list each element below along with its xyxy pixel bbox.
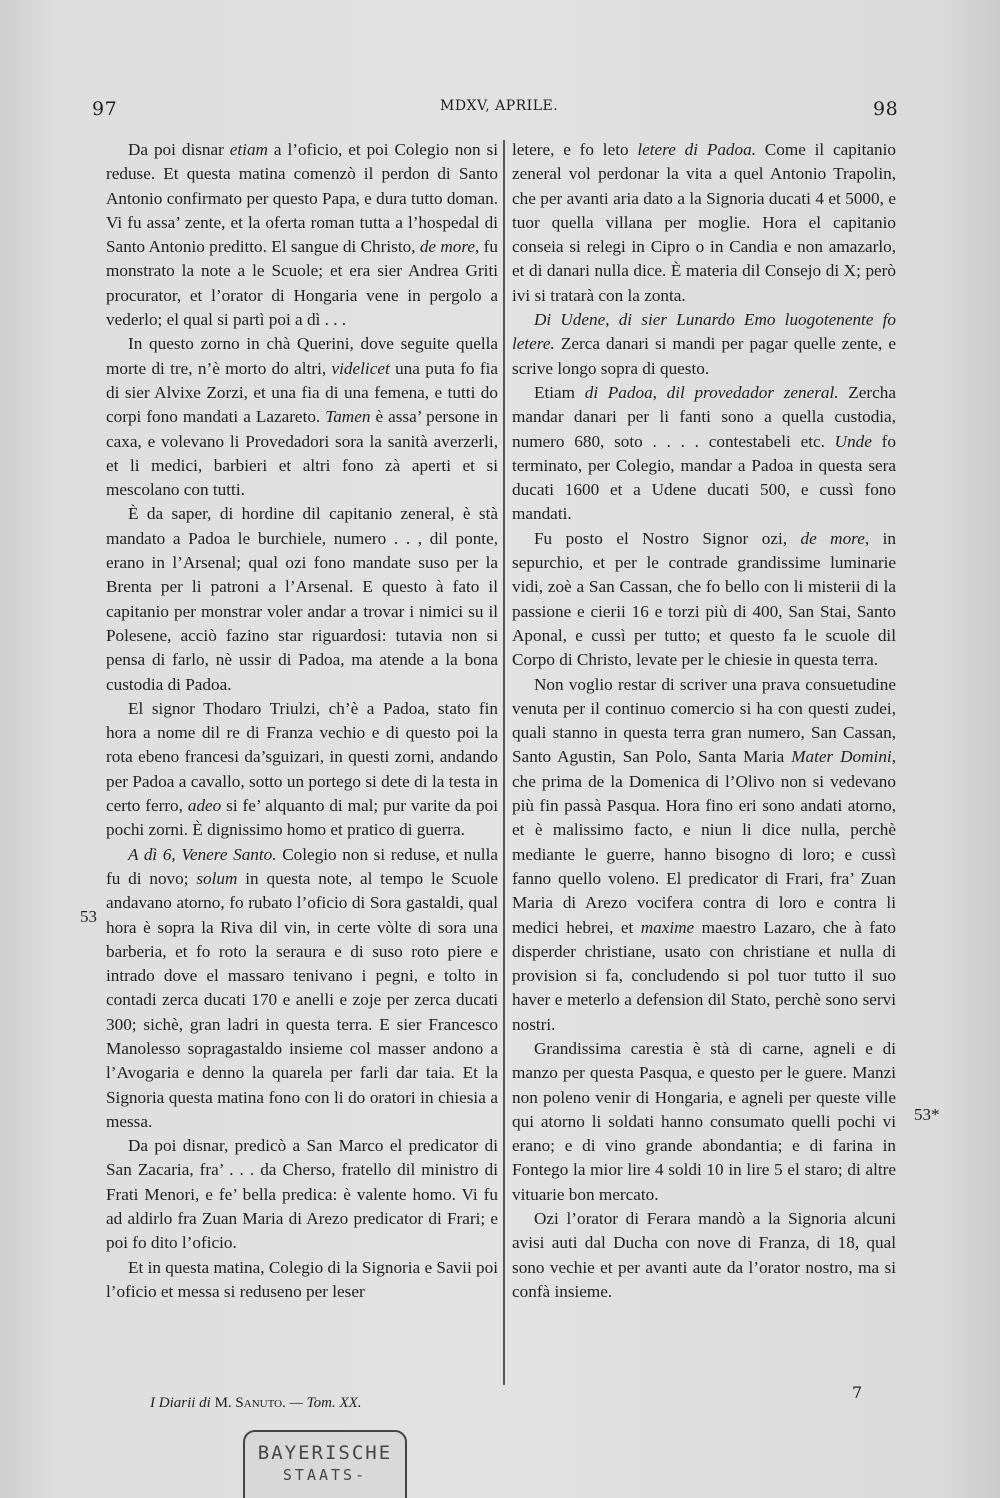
footer-title xyxy=(150,1395,362,1412)
margin-number-left: 53 xyxy=(80,907,97,926)
margin-number-right: 53* xyxy=(914,1105,940,1124)
paragraph: Et in questa matina, Colegio di la Signoria e Savii poi l’oficio et messa si reduseno per leser xyxy=(106,1257,498,1301)
footer-prefix: I Diarii di xyxy=(150,1395,211,1411)
paragraph: Etiam di Padoa, dil provedador zeneral. Zercha mandar danari per li fanti sono a quella custodia, numero 680, soto . . . . contestabeli etc. Unde fo terminato, per Colegio, mandar a Padoa in questa sera ducati 1600 et a Udene ducati 500, e cussì fono mandati. xyxy=(512,382,896,524)
paragraph: letere, e fo leto letere di Padoa. Come il capitanio zeneral vol perdonar la vita a quel Antonio Trapolin, che per avanti aria dato a la Signoria ducati 4 et 5000, e tuor quella villana per moglie. Hora el capitanio conseia si relegi in Cipro o in Candia e non amazarlo, et di danari nulla dice. È materia dil Consejo di X; però ivi si tratarà con la zonta. xyxy=(512,140,896,305)
signature-mark: 7 xyxy=(852,1383,863,1402)
right-column xyxy=(512,138,896,1304)
paragraph: Non voglio restar di scriver una prava consuetudine venuta per il continuo comercio si ha con questi zudei, quali stanno in questa terra gran numero, San Cassan, Santo Agustin, San Polo, Santa Maria Mater Domini, che prima de la Domenica di l’Olivo non si vedevano più fin passà Pasqua. Hora fino eri sono andati atorno, et è malissimo facto, e niun li dice nulla, perchè mediante le guerre, hanno bisogno di loro; e cussì fanno quello voleno. El predicator di Frari, fra’ Zuan Maria di Arezo vocifera contra di loro e contra li medici hebrei, et maxime maestro Lazaro, che à fato disperder christiane, usato con christiane et nulla di provision si fa, concludendo si pol tuor tutto il suo haver e meterlo a defension dil Stato, perchè sono servi nostri. xyxy=(512,674,896,1034)
running-header: MDXV, APRILE. xyxy=(440,98,559,114)
paragraph: El signor Thodaro Triulzi, ch’è a Padoa, stato fin hora a nome dil re di Franza vechio e di questo poi la rota ebeno francesi da’sguizari, in questi zorni, andando per Padoa a cavallo, sotto un portego si dete di la testa in certo ferro, adeo si fe’ alquanto di mal; pur varite da poi pochi zorni. È dignissimo homo et pratico di guerra. xyxy=(106,698,498,840)
library-stamp xyxy=(243,1430,407,1498)
column-rule xyxy=(503,140,505,1385)
footer-suffix: — Tom. XX. xyxy=(289,1395,362,1411)
paragraph: Di Udene, di sier Lunardo Emo luogotenente fo letere. Zerca danari si mandi per pagar quelle zente, e scrive longo sopra di questo. xyxy=(512,310,896,378)
paragraph: In questo zorno in chà Querini, dove seguite quella morte di tre, n’è morto do altri, videlicet una puta fo fia di sier Alvixe Zorzi, et una fia di una femena, e tutti do corpi fono mandati a Lazareto. Tamen è assa’ persone in caxa, e volevano li Provedadori sora la sanità averzerli, et li medici, barbieri et altri fono zà aperti et si mescolano con tutti. xyxy=(106,334,498,500)
paragraph: Fu posto el Nostro Signor ozi, de more, in sepurchio, et per le contrade grandissime luminarie vidi, zoè a San Cassan, che fo bello con li misterii di la passione e cierii 16 e torzi più di 400, San Stai, Santo Aponal, e cussì per tutto; et questo fa le scuole dil Corpo di Christo, levate per le chiesie in questa terra. xyxy=(512,528,896,670)
paragraph: A dì 6, Venere Santo. Colegio non si reduse, et nulla fu di novo; solum in questa note, al tempo le Scuole andavano atorno, fo rubato l’oficio di Sora gastaldi, qual hora è sopra la Riva dil vin, in certe vòlte di sora una barberia, et fo roto la seraura e di suso roto piere e intrado dove el massaro tenivano i pegni, e tolto in contadi zerca ducati 170 e anelli e zoje per zerca ducati 300; sichè, gran ladri in questa terra. E sier Francesco Manolesso sopragastaldo insieme col masser andono a l’Avogaria e denno la quarela per farli dar taia. Et la Signoria questa matina fono con li do oratori in chiesia a messa. xyxy=(106,844,499,1131)
page-number-right: 98 xyxy=(873,98,899,120)
stamp-line-1: BAYERISCHE xyxy=(257,1442,393,1464)
page-number-left: 97 xyxy=(92,98,118,120)
paragraph: Da poi disnar, predicò a San Marco el predicator di San Zacaria, fra’ . . . da Cherso, fratello dil ministro di Frati Menori, e fe’ bella predica: è valente homo. Vi fu ad aldirlo fra Zuan Maria di Arezo predicator di Frari; e poi fo dito l’oficio. xyxy=(106,1136,498,1253)
stamp-line-2: STAATS- xyxy=(282,1466,368,1484)
paragraph: È da saper, di hordine dil capitanio zeneral, è stà mandato a Padoa le burchiele, numero . . , dil ponte, erano in l’Arsenal; qual ozi fono mandate suso per la Brenta per li patroni a l’Arsenal. E questo à fato il capitanio per monstrar voler andar a trovar i nimici su il Polesene, acciò fazino star riguardosi: tutavia non si pensa di farlo, nè ussir di Padoa, ma atende a la bona custodia di Padoa. xyxy=(106,504,498,694)
paragraph: Grandissima carestia è stà di carne, agneli e di manzo per questa Pasqua, e questo per le guere. Manzi non poleno venir di Hongaria, e agneli per queste ville qui atorno li soldati hanno consumato quelli pochi vi erano; e di vino grande abondantia; e di farina in Fontego la mior lire 4 soldi 10 in lire 5 el staro; di altre vituarie bon mercato. xyxy=(512,1038,896,1204)
paragraph: Da poi disnar etiam a l’oficio, et poi Colegio non si reduse. Et questa matina comenzò il perdon di Santo Antonio confirmato per questo Papa, e dura tutto doman. Vi fu assa’ zente, et la oferta roman tutta a l’hospedal di Santo Antonio preditto. El sangue di Christo, de more, fu monstrato la note a le Scuole; et era sier Andrea Griti procurator, et l’orator di Hongaria vene in pergolo a vederlo; el qual si partì poi a dì . . . xyxy=(106,140,498,330)
left-column xyxy=(106,138,498,1304)
footer-author: M. Sanuto. xyxy=(214,1395,286,1411)
paragraph: Ozi l’orator di Ferara mandò a la Signoria alcuni avisi auti dal Ducha con nove di Franza, di 18, qual sono vechie et per avanti aute da l’orator nostro, ma si confà insieme. xyxy=(512,1209,896,1301)
